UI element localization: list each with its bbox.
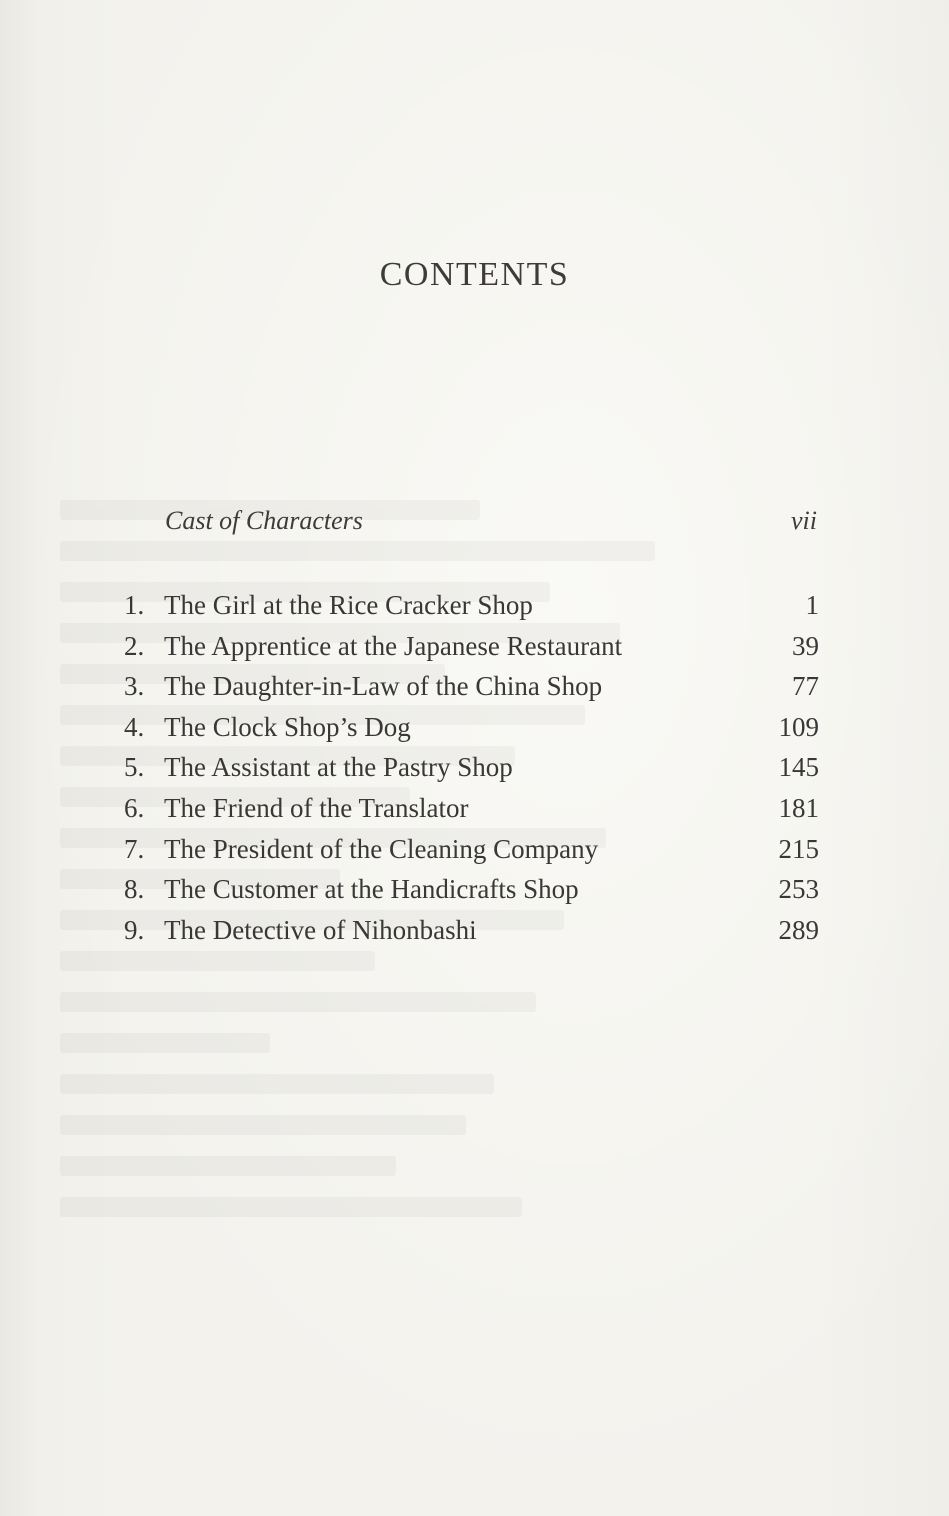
chapter-title: The President of the Cleaning Company	[164, 833, 599, 864]
chapter-title: The Customer at the Handicrafts Shop	[164, 874, 579, 905]
chapter-title: The Assistant at the Pastry Shop	[164, 752, 513, 783]
chapter-page: 145	[778, 752, 819, 783]
chapter-number: 3.	[124, 671, 145, 702]
chapter-page: 1	[805, 590, 819, 620]
chapter-number: 5.	[124, 752, 145, 783]
chapter-title: The Friend of the Translator	[164, 792, 469, 823]
chapter-title: The Detective of Nihonbashi	[164, 914, 477, 945]
chapter-page: 215	[778, 833, 819, 864]
toc-row-4	[124, 707, 819, 748]
toc-row-7	[124, 829, 819, 870]
toc-row-5	[124, 747, 819, 788]
chapter-number: 8.	[124, 874, 145, 905]
chapter-title: The Daughter-in-Law of the China Shop	[164, 671, 603, 702]
toc-row-8	[124, 869, 819, 910]
chapter-page: 39	[792, 630, 819, 661]
chapter-title: The Clock Shop’s Dog	[164, 711, 411, 742]
contents-heading: CONTENTS	[379, 256, 570, 293]
toc-row-6	[124, 788, 819, 829]
chapter-page: 181	[778, 792, 819, 823]
cast-of-characters-page: vii	[791, 506, 817, 535]
toc-row-1	[124, 585, 819, 626]
toc-row-2	[124, 626, 819, 667]
chapter-number: 9.	[124, 914, 145, 945]
cast-of-characters-entry: Cast of Characters	[165, 506, 363, 535]
chapter-page: 289	[778, 914, 819, 945]
chapter-page: 253	[778, 874, 819, 905]
chapter-page: 109	[778, 711, 819, 742]
chapter-page: 77	[792, 671, 819, 702]
toc-row-3	[124, 666, 819, 707]
table-of-contents	[124, 585, 819, 950]
chapter-number: 6.	[124, 792, 145, 823]
chapter-number: 2.	[124, 630, 145, 661]
chapter-title: The Girl at the Rice Cracker Shop	[164, 590, 533, 620]
chapter-number: 7.	[124, 833, 145, 864]
chapter-number: 1.	[124, 590, 145, 620]
toc-row-9	[124, 910, 819, 951]
chapter-title: The Apprentice at the Japanese Restaurant	[164, 630, 623, 661]
chapter-number: 4.	[124, 711, 145, 742]
